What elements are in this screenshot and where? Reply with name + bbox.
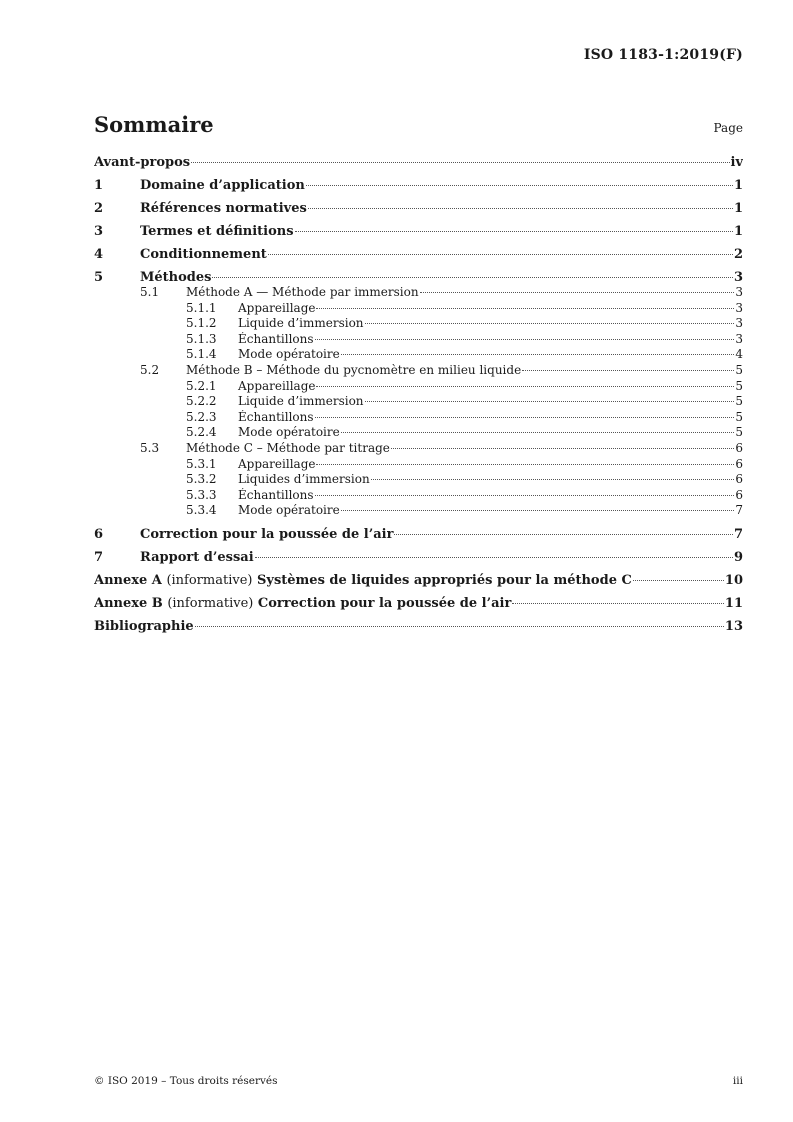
toc-entry-page: 1	[733, 178, 743, 193]
toc-entry-page: 1	[733, 224, 743, 239]
toc-entry-label	[94, 573, 632, 588]
toc-entry-label: Liquides d’immersion	[238, 472, 370, 487]
toc-entry-page: 9	[733, 549, 743, 565]
dot-leader	[306, 185, 733, 186]
dot-leader	[512, 603, 724, 604]
toc-entry-number: 5.2.3	[186, 409, 217, 424]
toc-entry-label: Échantillons	[238, 409, 314, 424]
toc-entry-label: Appareillage	[238, 456, 316, 471]
toc-entry-section-4[interactable]	[94, 247, 743, 262]
toc-entry-section-5-1-1[interactable]	[94, 301, 743, 317]
dot-leader	[316, 308, 734, 309]
toc-title-row	[94, 112, 743, 137]
toc-entry-page: 5	[735, 394, 743, 409]
dot-leader	[255, 557, 733, 558]
dot-leader	[341, 354, 735, 355]
toc-entry-page: 3	[735, 285, 743, 299]
toc-entry-number: 5	[94, 270, 104, 285]
toc-entry-section-5-3[interactable]	[94, 441, 743, 457]
toc-entry-section-5-3-1[interactable]	[94, 457, 743, 473]
toc-entry-section-5-1-3[interactable]	[94, 332, 743, 348]
annex-note: (informative)	[167, 595, 254, 611]
toc-entry-label: Échantillons	[238, 331, 314, 346]
toc-entry-label: Mode opératoire	[238, 347, 340, 362]
toc-entry-number: 5.3.2	[186, 472, 217, 487]
dot-leader	[420, 292, 735, 293]
dot-leader	[522, 370, 734, 371]
toc-entry-page: 4	[735, 347, 743, 362]
toc-entry-label: Appareillage	[238, 378, 316, 393]
toc-entry-label	[94, 596, 511, 611]
toc-entry-number: 5.2.2	[186, 394, 217, 409]
toc-entry-number: 5.2	[140, 362, 160, 377]
toc-entry-page: 3	[733, 270, 743, 285]
toc-entry-label: Conditionnement	[140, 247, 267, 262]
toc-entry-section-5-3-4[interactable]	[94, 503, 743, 519]
toc-entry-section-5-1-2[interactable]	[94, 316, 743, 332]
toc-entry-section-5-2-2[interactable]	[94, 394, 743, 410]
annex-prefix: Annexe A	[94, 572, 162, 588]
toc-entry-label: Mode opératoire	[238, 503, 340, 518]
toc-entry-section-5-2[interactable]	[94, 363, 743, 379]
dot-leader	[365, 401, 735, 402]
toc-entry-label: Méthodes	[140, 270, 212, 285]
toc-entry-label: Bibliographie	[94, 618, 194, 634]
toc-entry-page: 1	[733, 201, 743, 216]
toc-entry-page: 5	[735, 362, 743, 377]
toc-entry-page: 13	[724, 618, 743, 634]
toc-entry-label: Rapport d’essai	[140, 549, 254, 565]
toc-entry-number: 5.2.1	[186, 378, 217, 393]
toc-entry-page: 10	[724, 572, 743, 588]
toc-entry-number: 7	[94, 549, 104, 565]
toc-entry-section-5-1[interactable]	[94, 285, 743, 301]
toc-entry-section-5-3-2[interactable]	[94, 472, 743, 488]
page-number: iii	[732, 1075, 743, 1087]
annex-title: Correction pour la poussée de l’air	[257, 595, 512, 611]
dot-leader	[315, 417, 735, 418]
toc-entry-label: Correction pour la poussée de l’air	[140, 526, 394, 542]
toc-entry-page: 6	[735, 472, 743, 487]
toc-entry-page: 3	[735, 331, 743, 346]
toc-entry-page: 5	[735, 409, 743, 424]
toc-entry-number: 5.2.4	[186, 425, 217, 440]
toc-entry-section-5-1-4[interactable]	[94, 347, 743, 363]
toc-entry-number: 6	[94, 526, 104, 542]
dot-leader	[341, 432, 735, 433]
toc-entry-page: 6	[735, 440, 743, 455]
toc-entry-number: 5.3.3	[186, 487, 217, 502]
toc-entry-page: 6	[735, 487, 743, 502]
dot-leader	[308, 208, 733, 209]
toc-entry-section-7[interactable]	[94, 550, 743, 565]
toc-entry-number: 5.1	[140, 285, 160, 299]
toc-entry-number: 5.1.4	[186, 347, 217, 362]
toc-entry-label: Termes et définitions	[140, 224, 294, 239]
dot-leader	[316, 386, 734, 387]
dot-leader	[195, 626, 724, 627]
toc-entry-foreword[interactable]	[94, 155, 743, 170]
page-column-label: Page	[713, 121, 743, 135]
toc-entry-annex-a[interactable]	[94, 573, 743, 588]
dot-leader	[633, 580, 724, 581]
toc-entry-page: 6	[735, 456, 743, 471]
annex-prefix: Annexe B	[94, 595, 163, 611]
dot-leader	[268, 254, 733, 255]
copyright-notice: © ISO 2019 – Tous droits réservés	[94, 1075, 278, 1087]
toc-entry-number: 5.1.3	[186, 331, 217, 346]
toc-entry-number: 4	[94, 247, 104, 262]
annex-title: Systèmes de liquides appropriés pour la méthode C	[257, 572, 632, 588]
toc-entry-label: Références normatives	[140, 201, 307, 216]
toc-entry-number: 5.3.1	[186, 456, 217, 471]
dot-leader	[316, 464, 734, 465]
dot-leader	[212, 277, 732, 278]
toc-entry-section-1[interactable]	[94, 178, 743, 193]
toc-entry-number: 5.3.4	[186, 503, 217, 518]
dot-leader	[315, 495, 735, 496]
toc-entry-label: Méthode C – Méthode par titrage	[186, 440, 390, 455]
toc-entry-number: 5.1.2	[186, 316, 217, 331]
toc-entry-section-5-2-3[interactable]	[94, 410, 743, 426]
toc-entry-label: Méthode A — Méthode par immersion	[186, 285, 419, 299]
page-footer	[94, 1075, 743, 1087]
toc-entry-bibliography[interactable]	[94, 619, 743, 634]
dot-leader	[295, 231, 733, 232]
dot-leader	[315, 339, 735, 340]
standard-reference: ISO 1183-1:2019(F)	[583, 47, 743, 63]
toc-entry-label: Liquide d’immersion	[238, 394, 364, 409]
toc-entry-section-6[interactable]	[94, 527, 743, 542]
toc-entry-page: 2	[733, 247, 743, 262]
toc-entry-page: 5	[735, 425, 743, 440]
toc-entry-page: 7	[735, 503, 743, 518]
toc-entry-page: 11	[724, 595, 743, 611]
toc-entry-page: 3	[735, 300, 743, 315]
toc-entry-label: Mode opératoire	[238, 425, 340, 440]
toc-entry-label: Appareillage	[238, 300, 316, 315]
toc-entry-number: 2	[94, 201, 104, 216]
toc-entry-page: 3	[735, 316, 743, 331]
toc-entry-section-5-3-3[interactable]	[94, 488, 743, 504]
toc-entry-section-5[interactable]	[94, 270, 743, 285]
toc-entry-label: Méthode B – Méthode du pycnomètre en milieu liquide	[186, 362, 522, 377]
toc-entry-label: Liquide d’immersion	[238, 316, 364, 331]
toc-entry-section-3[interactable]	[94, 224, 743, 239]
toc-entry-label: Domaine d’application	[140, 178, 305, 193]
toc-entry-page: 5	[735, 378, 743, 393]
toc-entry-label: Échantillons	[238, 487, 314, 502]
toc-entry-number: 5.1.1	[186, 300, 217, 315]
toc-entry-section-5-2-1[interactable]	[94, 379, 743, 395]
page-title: Sommaire	[94, 112, 214, 137]
table-of-contents	[94, 155, 743, 634]
dot-leader	[394, 534, 733, 535]
dot-leader	[365, 323, 735, 324]
toc-entry-number: 1	[94, 178, 104, 193]
toc-entry-annex-b[interactable]	[94, 596, 743, 611]
toc-entry-number: 3	[94, 224, 104, 239]
toc-entry-section-5-2-4[interactable]	[94, 425, 743, 441]
dot-leader	[391, 448, 734, 449]
dot-leader	[371, 479, 735, 480]
toc-entry-page: 7	[733, 526, 743, 542]
toc-entry-number: 5.3	[140, 440, 160, 455]
dot-leader	[191, 162, 729, 163]
toc-entry-page: iv	[730, 155, 743, 170]
dot-leader	[341, 510, 735, 511]
annex-note: (informative)	[166, 572, 253, 588]
toc-entry-label: Avant-propos	[94, 155, 191, 170]
toc-entry-section-2[interactable]	[94, 201, 743, 216]
